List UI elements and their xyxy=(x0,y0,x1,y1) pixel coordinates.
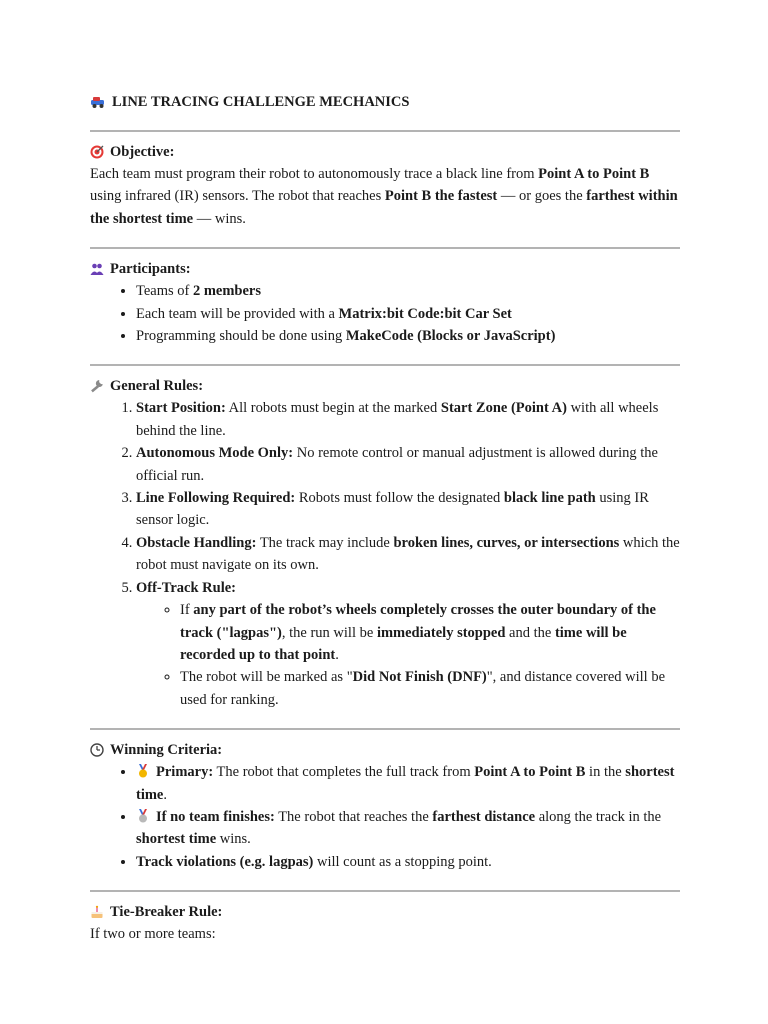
rule-text: All robots must begin at the marked xyxy=(225,400,441,417)
rule-text: If xyxy=(180,602,194,619)
people-icon xyxy=(90,262,104,276)
winning-label: If no team finishes: xyxy=(156,808,275,825)
list-item xyxy=(136,487,680,532)
list-item xyxy=(136,325,680,347)
title-text: LINE TRACING CHALLENGE MECHANICS xyxy=(112,94,410,110)
winning-bold: farthest distance xyxy=(432,808,536,825)
rule-label: Off-Track Rule: xyxy=(136,579,236,596)
wrench-icon xyxy=(90,379,104,393)
list-item xyxy=(136,532,680,577)
rule-bold: any part of the robot’s wheels completely crosses the outer boundary of the track ("lagpas") xyxy=(180,602,656,641)
list-item xyxy=(136,851,680,873)
participant-text: Programming should be done using xyxy=(136,328,346,345)
objective-bold-2: Point B the fastest xyxy=(384,188,498,205)
list-item xyxy=(136,761,680,806)
divider xyxy=(90,364,680,366)
rule-label: Autonomous Mode Only: xyxy=(136,445,294,462)
list-item xyxy=(136,577,680,711)
tiebreaker-paragraph: If two or more teams: xyxy=(90,926,216,943)
rule-text: ", and distance covered will be used for ranking. xyxy=(180,669,666,708)
winning-label: Primary: xyxy=(156,764,214,781)
tiebreaker-heading-text: Tie-Breaker Rule: xyxy=(110,904,223,921)
rule-text: which the robot must navigate on its own. xyxy=(136,534,680,574)
rules-heading-text: General Rules: xyxy=(110,378,204,395)
divider xyxy=(90,890,680,892)
objective-text-4: — wins. xyxy=(193,210,246,227)
participant-bold: MakeCode (Blocks or JavaScript) xyxy=(345,328,556,345)
gold-medal-icon xyxy=(136,764,150,778)
car-icon xyxy=(90,95,106,109)
winning-bold: shortest time xyxy=(136,764,675,803)
tiebreaker-heading xyxy=(90,901,680,923)
winning-text: . xyxy=(163,786,167,803)
divider xyxy=(90,130,680,132)
rule-bold: broken lines, curves, or intersections xyxy=(393,534,620,551)
rules-list xyxy=(90,397,680,711)
rule-text: , the run will be xyxy=(281,624,377,641)
rule-text: . xyxy=(335,646,339,663)
cake-icon xyxy=(90,905,104,919)
objective-bold-3: farthest within the shortest time xyxy=(90,188,678,227)
objective-text-3: — or goes the xyxy=(497,188,587,205)
winning-text: wins. xyxy=(216,831,251,848)
objective-heading-text: Objective: xyxy=(110,144,175,160)
participant-bold: 2 members xyxy=(192,283,262,300)
winning-text: along the track in the xyxy=(535,808,662,825)
objective-text-2: using infrared (IR) sensors. The robot that reaches xyxy=(90,188,385,205)
objective-paragraph xyxy=(90,163,680,230)
sub-list xyxy=(136,599,680,711)
participants-heading xyxy=(90,258,680,280)
sub-list-item xyxy=(180,599,680,666)
document-title xyxy=(90,91,680,113)
winning-text: will count as a stopping point. xyxy=(313,853,492,870)
rule-bold: immediately stopped xyxy=(376,624,506,641)
rule-bold: Did Not Finish (DNF) xyxy=(352,669,487,686)
clock-icon xyxy=(90,743,104,757)
rule-label: Obstacle Handling: xyxy=(136,534,257,551)
target-icon xyxy=(90,145,104,159)
rules-heading xyxy=(90,375,680,397)
rule-text: The robot will be marked as " xyxy=(180,669,353,686)
rule-text: and the xyxy=(505,624,555,641)
participant-text: Each team will be provided with a xyxy=(136,305,339,322)
winning-heading xyxy=(90,739,680,761)
participants-list xyxy=(90,280,680,347)
objective-bold-1: Point A to Point B xyxy=(538,166,650,182)
winning-list xyxy=(90,761,680,873)
rule-bold: black line path xyxy=(503,490,596,507)
silver-medal-icon xyxy=(136,809,150,823)
participants-heading-text: Participants: xyxy=(110,261,191,278)
sub-list-item xyxy=(180,666,680,711)
rule-bold: time will be recorded up to that point xyxy=(180,624,627,663)
winning-text: The robot that reaches the xyxy=(274,808,433,825)
rule-text: The track may include xyxy=(256,534,394,551)
rule-label: Line Following Required: xyxy=(136,490,296,507)
rule-label: Start Position: xyxy=(136,400,226,417)
winning-bold: Track violations (e.g. lagpas) xyxy=(136,853,314,870)
divider xyxy=(90,247,680,249)
list-item xyxy=(136,303,680,325)
divider xyxy=(90,728,680,730)
rule-bold: Start Zone (Point A) xyxy=(440,400,567,417)
winning-bold: shortest time xyxy=(136,831,217,848)
objective-text-1: Each team must program their robot to autonomously trace a black line from xyxy=(90,166,539,182)
list-item xyxy=(136,280,680,302)
rule-text: Robots must follow the designated xyxy=(295,490,504,507)
rule-text: with all wheels behind the line. xyxy=(136,400,659,439)
winning-text: The robot that completes the full track from xyxy=(213,764,475,781)
document-content xyxy=(90,91,680,946)
winning-text: in the xyxy=(585,764,626,781)
list-item xyxy=(136,806,680,851)
rule-text: No remote control or manual adjustment is allowed during the official run. xyxy=(136,445,658,484)
participant-bold: Matrix:bit Code:bit Car Set xyxy=(338,305,512,322)
winning-bold: Point A to Point B xyxy=(474,764,586,781)
list-item xyxy=(136,397,680,442)
list-item xyxy=(136,442,680,487)
winning-heading-text: Winning Criteria: xyxy=(110,742,223,759)
rule-text: using IR sensor logic. xyxy=(136,490,649,529)
participant-text: Teams of xyxy=(136,283,193,300)
objective-heading xyxy=(90,141,680,163)
